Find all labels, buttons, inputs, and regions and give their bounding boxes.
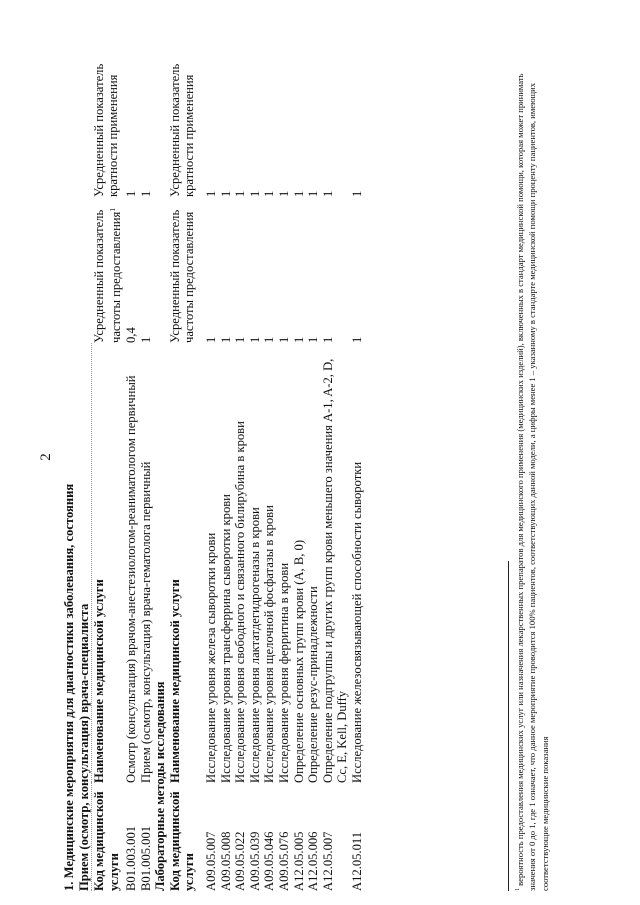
service-code: A12.05.005 xyxy=(291,831,306,891)
service-code: A09.05.076 xyxy=(277,831,291,891)
name-column-header: Наименование медицинской услуги xyxy=(167,579,182,783)
lab-table xyxy=(168,61,365,891)
service-code: A12.05.011 xyxy=(349,831,364,891)
multiplicity-value: 1 xyxy=(262,190,277,197)
frequency-column-header xyxy=(92,197,124,343)
multiplicity-value: 1 xyxy=(277,190,291,197)
frequency-column-header: Усредненный показатель частоты предоставления xyxy=(167,209,197,343)
footnote-marker: 1 xyxy=(108,207,118,212)
service-name: Прием (осмотр, консультация) врача-гематолога первичный xyxy=(138,461,153,783)
table-row xyxy=(219,61,234,891)
table-header-row xyxy=(92,61,124,891)
multiplicity-value: 1 xyxy=(291,190,306,197)
service-name: Осмотр (консультация) врачом-анестезиологом-реаниматологом первичный xyxy=(124,375,139,783)
table-header-row xyxy=(168,61,197,891)
table-row xyxy=(204,61,219,891)
frequency-value: 1 xyxy=(204,336,219,343)
footnote-number: 1 xyxy=(515,888,521,891)
frequency-value: 0,4 xyxy=(124,327,139,343)
service-code: A12.05.007 xyxy=(320,831,335,891)
table-row xyxy=(292,61,307,891)
frequency-header-text: Усредненный показатель частоты предоставления xyxy=(91,209,124,343)
multiplicity-column-header: Усредненный показатель кратности применения xyxy=(91,63,121,197)
service-code: B01.003.001 xyxy=(124,825,139,891)
service-code: A09.05.022 xyxy=(233,831,248,891)
multiplicity-column-header: Усредненный показатель кратности применения xyxy=(167,63,197,197)
table-row xyxy=(350,61,365,891)
service-code: B01.005.001 xyxy=(138,825,153,891)
multiplicity-value: 1 xyxy=(218,190,233,197)
service-name: Исследование уровня лактатдегидрогеназы в крови xyxy=(247,507,262,783)
table-row xyxy=(139,61,154,891)
frequency-value: 1 xyxy=(349,336,364,343)
table-row xyxy=(262,61,277,891)
footnote-text: вероятность предоставления медицинских услуг или назначения лекарственных препаратов для медицинского применения (медицинских изделий), включенных в стандарт медицинской помощи, которая может принимать значения от 0 до 1, где 1 означает, что данное мероприятие проводится 100% пациентов, соответствующих данной модели, а цифры менее 1 – указанному в стандарте медицинской помощи проценту пациентов, имеющих соответствующие медицинские показания xyxy=(514,73,550,891)
frequency-value: 1 xyxy=(233,336,248,343)
section-title: 1. Медицинские мероприятия для диагностики заболевания, состояния xyxy=(62,483,76,891)
table-row xyxy=(233,61,248,891)
service-name: Определение резус-принадлежности xyxy=(306,586,321,783)
service-name: Исследование уровня трансферрина сыворотки крови xyxy=(218,494,233,783)
table-row xyxy=(321,61,350,891)
frequency-value: 1 xyxy=(218,336,233,343)
service-name: Исследование железосвязывающей способности сыворотки xyxy=(349,461,364,783)
service-code: A09.05.046 xyxy=(262,831,277,891)
multiplicity-value: 1 xyxy=(320,190,335,197)
service-name: Определение основных групп крови (A, B, 0) xyxy=(291,539,306,783)
multiplicity-value: 1 xyxy=(138,190,153,197)
lab-title: Лабораторные методы исследования xyxy=(153,681,168,891)
service-name: Исследование уровня железа сыворотки крови xyxy=(204,532,219,783)
name-column-header: Наименование медицинской услуги xyxy=(92,343,124,783)
frequency-value: 1 xyxy=(277,336,291,343)
code-column-header: Код медицинской услуги xyxy=(92,783,124,891)
page-content xyxy=(62,61,365,891)
table-row xyxy=(248,61,263,891)
multiplicity-value: 1 xyxy=(233,190,248,197)
service-name: Исследование уровня щелочной фосфатазы в крови xyxy=(262,505,277,783)
service-name: Исследование уровня свободного и связанного билирубина в крови xyxy=(233,421,248,783)
service-code: A09.05.007 xyxy=(204,831,219,891)
service-name: Определение подгруппы и других групп крови меньшего значения A-1, A-2, D, Cc, E, Kell, Duffy xyxy=(320,358,350,783)
frequency-value: 1 xyxy=(291,336,306,343)
table-row xyxy=(124,61,139,891)
footnote xyxy=(512,51,551,891)
consultations-table xyxy=(91,61,153,891)
multiplicity-value: 1 xyxy=(204,190,219,197)
frequency-value: 1 xyxy=(262,336,277,343)
multiplicity-value: 1 xyxy=(247,190,262,197)
table-row xyxy=(306,61,321,891)
header-spacer xyxy=(197,61,204,891)
multiplicity-value: 1 xyxy=(306,190,321,197)
multiplicity-value: 1 xyxy=(124,190,139,197)
page-number: 2 xyxy=(38,453,54,461)
consultations-title: Прием (осмотр, консультация) врача-специалиста xyxy=(76,603,91,891)
multiplicity-value: 1 xyxy=(349,190,364,197)
service-name: Исследование уровня ферритина в крови xyxy=(277,562,291,783)
table-row xyxy=(277,61,292,891)
service-code: A09.05.039 xyxy=(247,831,262,891)
service-code: A09.05.008 xyxy=(218,831,233,891)
service-code: A12.05.006 xyxy=(306,831,321,891)
frequency-value: 1 xyxy=(306,336,321,343)
code-column-header: Код медицинской услуги xyxy=(167,791,197,891)
footnote-divider xyxy=(508,561,509,891)
frequency-value: 1 xyxy=(320,336,335,343)
frequency-value: 1 xyxy=(138,336,153,343)
spacer-cell xyxy=(197,61,204,891)
frequency-value: 1 xyxy=(247,336,262,343)
